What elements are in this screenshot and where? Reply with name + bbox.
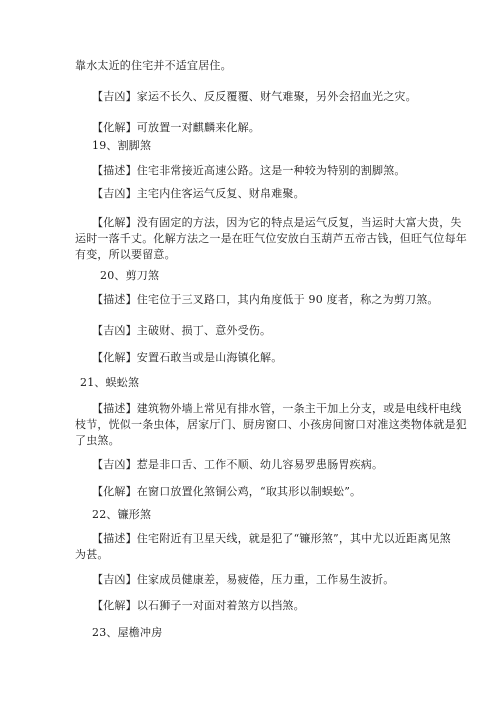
section-heading: 23、屋檐冲房 xyxy=(92,626,163,639)
section-heading: 22、镰形煞 xyxy=(92,508,152,521)
text-line: 【描述】建筑物外墙上常见有排水管，一条主干加上分支，或是电线杆电线 xyxy=(92,402,462,415)
text-line: 【化解】在窗口放置化煞铜公鸡，“取其形以制蜈蚣”。 xyxy=(92,485,362,498)
text-line: 为甚。 xyxy=(75,548,109,561)
text-line: 【吉凶】惹是非口舌、工作不顺、幼儿容易罗患肠胃疾病。 xyxy=(92,458,384,471)
text-line: 运时一落千丈。化解方法之一是在旺气位安放白玉葫芦五帝古钱，但旺气位每年 xyxy=(75,232,467,245)
text-line: 靠水太近的住宅并不适宜居住。 xyxy=(75,59,232,72)
text-line: 【化解】可放置一对麒麟来化解。 xyxy=(92,121,260,134)
text-line: 【描述】住宅非常接近高速公路。这是一种较为特别的割脚煞。 xyxy=(92,164,406,177)
text-line: 【描述】住宅位于三叉路口，其内角度低于 90 度者，称之为剪刀煞。 xyxy=(92,293,439,306)
text-line: 有变，所以要留意。 xyxy=(75,248,176,261)
text-line: 枝节，恍似一条虫体，居家厅门、厨房窗口、小孩房间窗口对准这类物体就是犯 xyxy=(75,418,467,431)
text-line: 【化解】没有固定的方法，因为它的特点是运气反复，当运时大富大贵，失 xyxy=(92,216,462,229)
text-line: 【吉凶】家运不长久、反反覆覆、财气难聚，另外会招血光之灾。 xyxy=(92,90,417,103)
text-line: 【吉凶】主破财、损丁、意外受伤。 xyxy=(92,324,272,337)
text-line: 【描述】住宅附近有卫星天线，就是犯了“镰形煞”，其中尤以近距离见煞 xyxy=(92,532,451,545)
section-heading: 21、蜈蚣煞 xyxy=(80,376,140,389)
text-line: 【化解】安置石敢当或是山海镇化解。 xyxy=(92,351,283,364)
text-line: 了虫煞。 xyxy=(75,434,120,447)
section-heading: 19、割脚煞 xyxy=(92,139,152,152)
section-heading: 20、剪刀煞 xyxy=(100,269,160,282)
text-line: 【吉凶】住家成员健康差，易疲倦，压力重，工作易生波折。 xyxy=(92,573,395,586)
text-line: 【化解】以石狮子一对面对着煞方以挡煞。 xyxy=(92,599,305,612)
text-line: 【吉凶】主宅内住客运气反复、财帛难聚。 xyxy=(92,187,305,200)
